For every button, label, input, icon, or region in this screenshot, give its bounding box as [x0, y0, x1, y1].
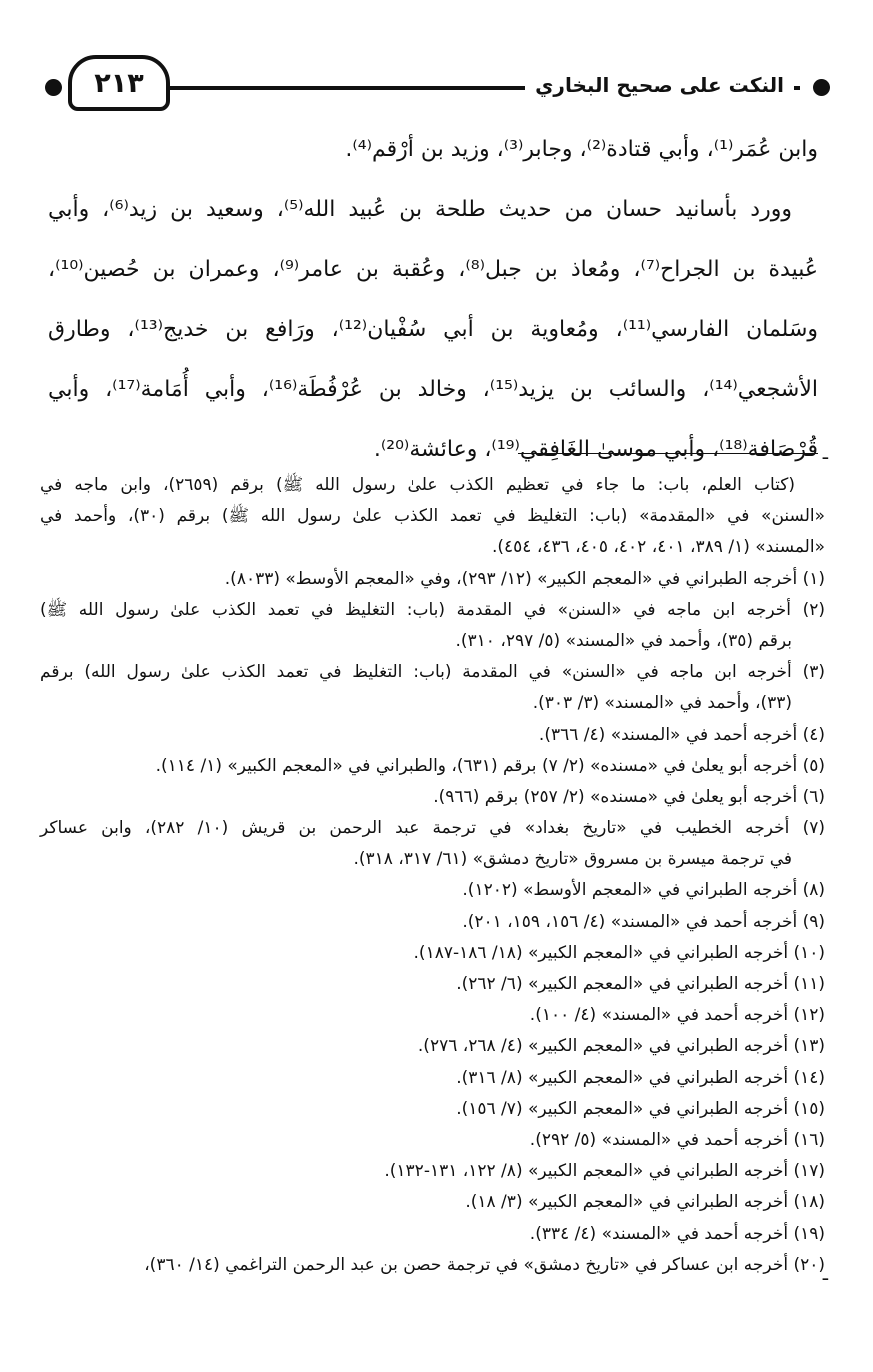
header-dot-right	[813, 79, 830, 96]
page-header	[40, 55, 830, 115]
footnote-line: (٢) أخرجه ابن ماجه في «السنن» في المقدمة (باب: التغليظ في تعمد الكذب علىٰ رسول الله ﷺ)	[40, 599, 825, 620]
footnote-line: (١٣) أخرجه الطبراني في «المعجم الكبير» (٤/ ٢٦٨، ٢٧٦).	[417, 1036, 825, 1057]
footnote-line: (٨) أخرجه الطبراني في «المعجم الأوسط» (١٢٠٢).	[462, 880, 825, 901]
footnote-line: (١٩) أخرجه أحمد في «المسند» (٤/ ٣٣٤).	[529, 1223, 825, 1244]
main-line: قُرْصَافة⁽¹⁸⁾، وأبي موسىٰ الغَافِقي⁽¹⁹⁾، وعائشة⁽²⁰⁾.	[373, 437, 818, 462]
footnote-line: (٣) أخرجه ابن ماجه في «السنن» في المقدمة (باب: التغليظ في تعمد الكذب علىٰ رسول الله) برقم	[40, 662, 825, 683]
footnote-line: «المسند» (١/ ٣٨٩، ٤٠١، ٤٠٢، ٤٠٥، ٤٣٦، ٤٥٤).	[491, 537, 825, 558]
footnote-line: (٣٣)، وأحمد في «المسند» (٣/ ٣٠٣).	[532, 693, 792, 714]
footnote-line: (١٢) أخرجه أحمد في «المسند» (٤/ ١٠٠).	[529, 1005, 825, 1026]
footnote-line: (١٠) أخرجه الطبراني في «المعجم الكبير» (١٨/ ١٨٦-١٨٧).	[413, 942, 825, 963]
footnote-line: (١١) أخرجه الطبراني في «المعجم الكبير» (٦/ ٢٦٢).	[456, 974, 825, 994]
footnote-line: «السنن» في «المقدمة» (باب: التغليظ في تعمد الكذب علىٰ رسول الله ﷺ) برقم (٣٠)، وأحمد في	[40, 506, 826, 527]
main-line: عُبيدة بن الجراح⁽⁷⁾، ومُعاذ بن جبل⁽⁸⁾، وعُقبة بن عامر⁽⁹⁾، وعمران بن حُصين⁽¹⁰⁾،	[48, 257, 818, 282]
footnote-line: (٢٠) أخرجه ابن عساكر في «تاريخ دمشق» في ترجمة حصن بن عبد الرحمن التراغمي (١٤/ ٣٦٠)،	[144, 1254, 825, 1275]
footnote-line: (٦) أخرجه أبو يعلىٰ في «مسنده» (٢/ ٢٥٧) برقم (٩٦٦).	[433, 786, 825, 807]
footnote-line: (١٥) أخرجه الطبراني في «المعجم الكبير» (٧/ ١٥٦).	[456, 1098, 825, 1119]
main-line: الأشجعي⁽¹⁴⁾، والسائب بن يزيد⁽¹⁵⁾، وخالد بن عُرْفُطَة⁽¹⁶⁾، وأبي أُمَامة⁽¹⁷⁾، وأبي	[48, 377, 818, 402]
main-line: وابن عُمَر⁽¹⁾، وأبي قتادة⁽²⁾، وجابر⁽³⁾، وزيد بن أرْقم⁽⁴⁾.	[345, 137, 818, 162]
footnote-line: (٩) أخرجه أحمد في «المسند» (٤/ ١٥٦، ١٥٩، ٢٠١).	[462, 911, 825, 932]
continuation-mark-top: ـ	[822, 443, 828, 464]
footnote-line: في ترجمة ميسرة بن مسروق «تاريخ دمشق» (٦١/ ٣١٧، ٣١٨).	[353, 849, 792, 870]
footnote-line: (٤) أخرجه أحمد في «المسند» (٤/ ٣٦٦).	[538, 724, 825, 745]
footnotes	[40, 470, 825, 1281]
footnote-line: (١٧) أخرجه الطبراني في «المعجم الكبير» (٨/ ١٢٢، ١٣١-١٣٢).	[384, 1161, 825, 1182]
main-text	[48, 120, 818, 480]
footnote-line: (٥) أخرجه أبو يعلىٰ في «مسنده» (٢/ ٧) برقم (٦٣١)، والطبراني في «المعجم الكبير» (١/ ١١٤).	[155, 755, 825, 776]
footnote-line: برقم (٣٥)، وأحمد في «المسند» (٥/ ٢٩٧، ٣١٠).	[455, 630, 792, 651]
footnote-line: (١) أخرجه الطبراني في «المعجم الكبير» (١٢/ ٢٩٣)، وفي «المعجم الأوسط» (٨٠٣٣).	[224, 568, 825, 589]
footnote-line: (١٦) أخرجه أحمد في «المسند» (٥/ ٢٩٢).	[529, 1129, 825, 1150]
footnote-line: (١٤) أخرجه الطبراني في «المعجم الكبير» (٨/ ٣١٦).	[456, 1067, 825, 1088]
continuation-mark-bottom: ـ	[822, 1264, 828, 1285]
page-number: ٢١٣	[68, 55, 170, 111]
main-line: وورد بأسانيد حسان من حديث طلحة بن عُبيد الله⁽⁵⁾، وسعيد بن زيد⁽⁶⁾، وأبي	[48, 197, 792, 222]
footnote-separator	[518, 453, 818, 454]
footnote-line: (كتاب العلم، باب: ما جاء في تعظيم الكذب علىٰ رسول الله ﷺ) برقم (٢٦٥٩)، وابن ماجه في	[40, 475, 796, 495]
book-title: النكت على صحيح البخاري	[525, 67, 794, 103]
main-line: وسَلمان الفارسي⁽¹¹⁾، ومُعاوية بن أبي سُفْيان⁽¹²⁾، ورَافع بن خديج⁽¹³⁾، وطارق	[48, 317, 819, 342]
footnote-line: (١٨) أخرجه الطبراني في «المعجم الكبير» (٣/ ١٨).	[465, 1192, 825, 1213]
header-dot-left	[45, 79, 62, 96]
footnote-line: (٧) أخرجه الخطيب في «تاريخ بغداد» في ترجمة عبد الرحمن بن قريش (١٠/ ٢٨٢)، وابن عساكر	[40, 818, 825, 839]
